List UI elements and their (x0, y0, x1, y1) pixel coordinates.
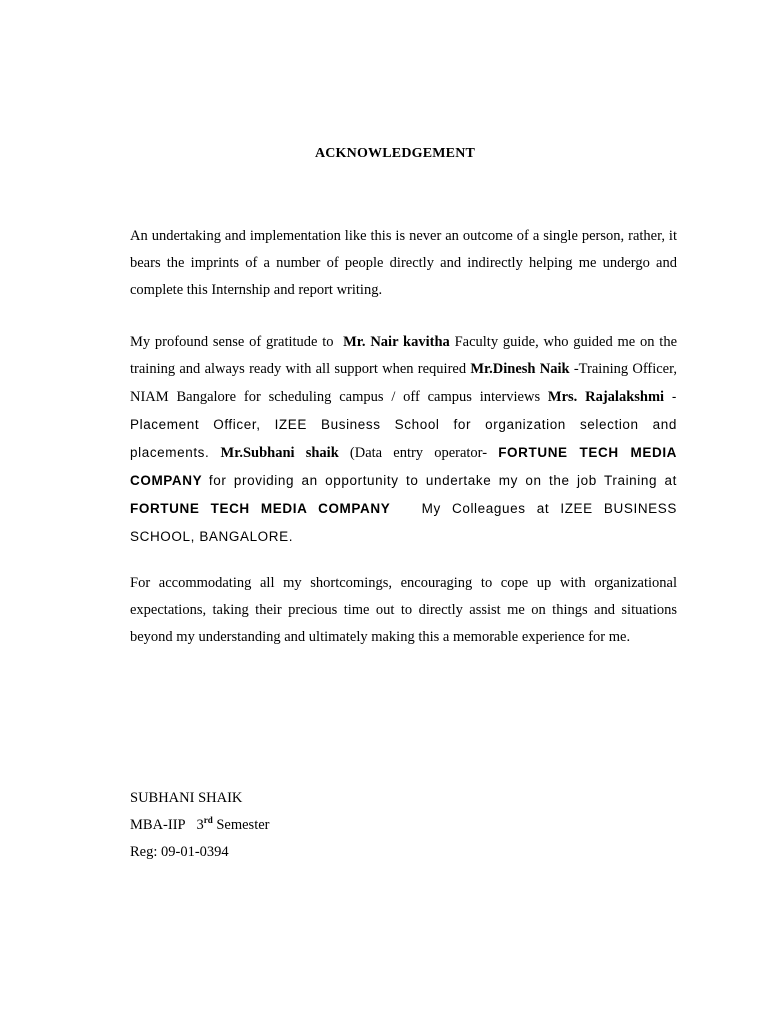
gratitude-text-3: -Training Officer, NIAM Bangalore for scheduling campus / off campus interviews (130, 361, 677, 405)
paragraph-undertaking: An undertaking and implementation like this is never an outcome of a single person, rather, it bears the imprints of a number of people directly and indirectly helping me undergo and complete this Internship and report writing. (130, 228, 677, 298)
document-title: ACKNOWLEDGEMENT (314, 146, 476, 161)
gratitude-text-4: -Placement Officer, IZEE Business School for organization selection and placements. (130, 389, 677, 460)
gratitude-text-6: for providing an opportunity to undertake my on the job Training at (208, 473, 678, 488)
program-name: MBA-IIP (130, 817, 186, 833)
signature-program (130, 812, 270, 839)
faculty-guide-name: Mr. Nair kavitha (343, 334, 450, 350)
semester-label: Semester (216, 817, 270, 833)
company-name-1: FORTUNE TECH MEDIA COMPANY (130, 445, 678, 488)
company-name-2: FORTUNE TECH MEDIA COMPANY (130, 501, 391, 516)
ordinal-suffix: rd (203, 815, 213, 825)
semester-number: 3 (196, 817, 204, 833)
gratitude-text-2: Faculty guide, who guided me on the training and always ready with all support when required (130, 334, 678, 377)
training-officer-name: Mr.Dinesh Naik (470, 361, 570, 377)
signature-name: SUBHANI SHAIK (130, 790, 243, 806)
paragraph-gratitude (130, 329, 677, 551)
gratitude-text-7: My Colleagues at IZEE BUSINESS SCHOOL, BANGALORE. (130, 501, 677, 544)
paragraph-accommodating: For accommodating all my shortcomings, encouraging to cope up with organizational expectations, taking their precious time out to directly assist me on things and situations beyond my understanding and ultimately making this a memorable experience for me. (130, 575, 677, 645)
data-entry-operator-name: Mr.Subhani shaik (220, 445, 339, 461)
gratitude-text-1: My profound sense of gratitude to (130, 334, 334, 350)
signature-registration: Reg: 09-01-0394 (130, 844, 229, 860)
gratitude-text-5: (Data entry operator- (349, 445, 488, 461)
placement-officer-name: Mrs. Rajalakshmi (547, 389, 665, 405)
